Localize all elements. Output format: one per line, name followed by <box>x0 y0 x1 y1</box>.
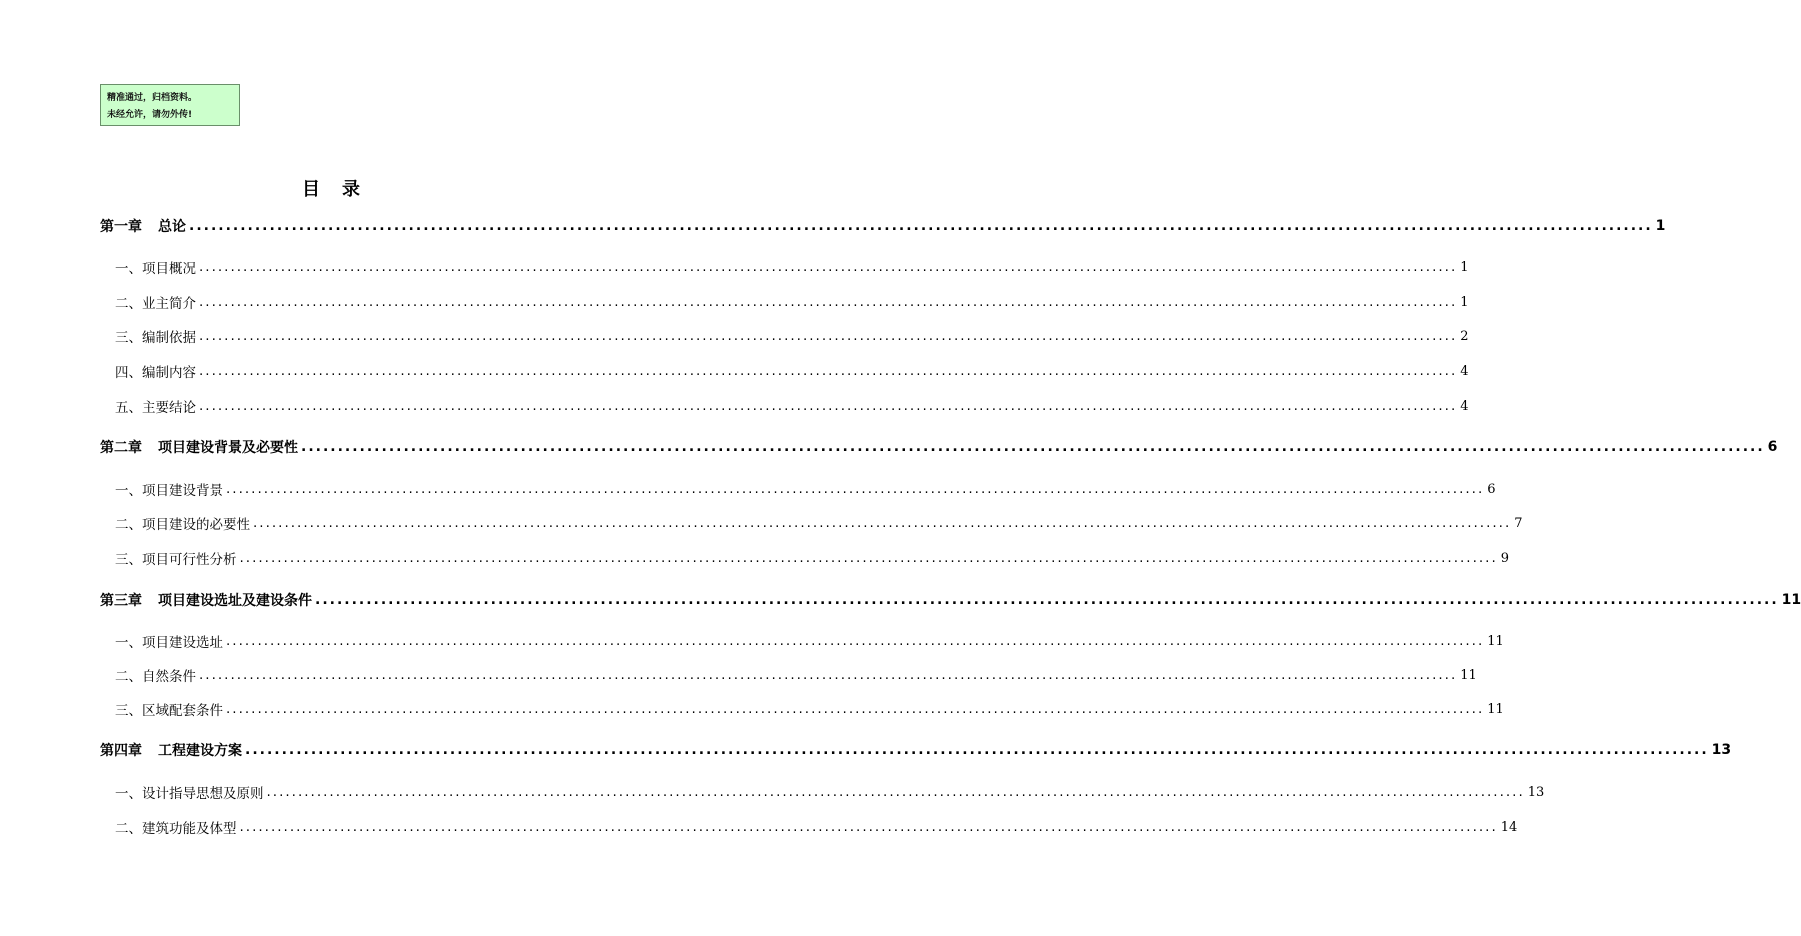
toc-page-number: 4 <box>1460 398 1469 414</box>
toc-entry-label <box>100 216 186 236</box>
toc-entry-number: 第四章 <box>100 743 142 759</box>
toc-dot-leader: ........................................................................................................................................................................................................ <box>301 439 1765 455</box>
toc-entry-title: 主要结论 <box>142 400 196 416</box>
toc-entry-title: 设计指导思想及原则 <box>142 786 264 802</box>
toc-entry-number: 第二章 <box>100 440 142 456</box>
toc-page-number: 6 <box>1767 439 1778 455</box>
toc-page-number: 13 <box>1711 742 1732 758</box>
toc-entry-label <box>100 590 312 610</box>
toc-page-number: 11 <box>1487 633 1504 649</box>
toc-entry-title: 业主简介 <box>142 296 196 312</box>
toc-section-entry[interactable] <box>0 396 1469 416</box>
toc-section-entry[interactable] <box>0 257 1469 277</box>
toc-section-entry[interactable] <box>0 817 1518 837</box>
toc-entry-number: 第三章 <box>100 593 142 609</box>
toc-entry-label <box>115 479 223 499</box>
toc-entry-label <box>115 326 196 346</box>
toc-entry-number: 三、 <box>115 552 142 568</box>
notice-line-1: 精准通过，归档资料。 <box>107 93 198 103</box>
toc-chapter-entry[interactable] <box>0 437 1778 457</box>
toc-page-number: 14 <box>1500 819 1518 835</box>
toc-entry-number: 二、 <box>115 517 142 533</box>
toc-entry-number: 一、 <box>115 483 142 499</box>
toc-entry-label <box>115 396 196 416</box>
toc-entry-label <box>115 817 237 837</box>
toc-dot-leader: ........................................................................................................................................................................................................ <box>266 784 1525 800</box>
toc-entry-number: 二、 <box>115 821 142 837</box>
toc-entry-label <box>115 292 196 312</box>
toc-section-entry[interactable] <box>0 361 1469 381</box>
toc-page-number: 6 <box>1487 481 1496 497</box>
toc-dot-leader: ........................................................................................................................................................................................................ <box>189 218 1653 234</box>
toc-dot-leader: ........................................................................................................................................................................................................ <box>315 592 1779 608</box>
toc-entry-title: 编制内容 <box>142 365 196 381</box>
toc-entry-label <box>115 548 237 568</box>
toc-page-number: 11 <box>1487 701 1504 717</box>
toc-entry-label <box>115 361 196 381</box>
toc-section-entry[interactable] <box>0 782 1545 802</box>
toc-entry-number: 二、 <box>115 296 142 312</box>
toc-dot-leader: ........................................................................................................................................................................................................ <box>226 701 1485 717</box>
toc-page-number: 13 <box>1527 784 1545 800</box>
toc-section-entry[interactable] <box>0 513 1523 533</box>
toc-section-entry[interactable] <box>0 479 1496 499</box>
toc-dot-leader: ........................................................................................................................................................................................................ <box>239 819 1498 835</box>
toc-page-number: 1 <box>1655 218 1666 234</box>
toc-dot-leader: ........................................................................................................................................................................................................ <box>253 515 1512 531</box>
toc-dot-leader: ........................................................................................................................................................................................................ <box>199 363 1458 379</box>
toc-entry-title: 总论 <box>158 219 186 235</box>
toc-entry-number: 三、 <box>115 703 142 719</box>
toc-entry-label <box>115 257 196 277</box>
toc-entry-title: 项目建设背景 <box>142 483 223 499</box>
toc-page-number: 1 <box>1460 259 1469 275</box>
toc-chapter-entry[interactable] <box>0 590 1801 610</box>
toc-title: 目录 <box>302 179 382 200</box>
toc-entry-number: 四、 <box>115 365 142 381</box>
toc-page-number: 11 <box>1781 592 1801 608</box>
toc-entry-number: 一、 <box>115 635 142 651</box>
toc-entry-title: 项目建设选址 <box>142 635 223 651</box>
toc-dot-leader: ........................................................................................................................................................................................................ <box>226 481 1485 497</box>
toc-entry-label <box>115 631 223 651</box>
notice-line-2: 未经允许，请勿外传! <box>107 110 193 120</box>
toc-page-number: 11 <box>1460 667 1477 683</box>
toc-section-entry[interactable] <box>0 665 1477 685</box>
toc-section-entry[interactable] <box>0 631 1504 651</box>
toc-page-number: 7 <box>1514 515 1523 531</box>
toc-entry-number: 二、 <box>115 669 142 685</box>
toc-entry-title: 编制依据 <box>142 330 196 346</box>
toc-dot-leader: ........................................................................................................................................................................................................ <box>199 328 1458 344</box>
toc-entry-title: 项目建设选址及建设条件 <box>158 593 312 609</box>
toc-entry-title: 项目可行性分析 <box>142 552 237 568</box>
toc-entry-title: 建筑功能及体型 <box>142 821 237 837</box>
toc-entry-title: 工程建设方案 <box>158 743 242 759</box>
toc-page-number: 1 <box>1460 294 1469 310</box>
toc-dot-leader: ........................................................................................................................................................................................................ <box>199 259 1458 275</box>
toc-entry-label <box>115 513 250 533</box>
toc-entry-label <box>100 740 242 760</box>
toc-dot-leader: ........................................................................................................................................................................................................ <box>199 398 1458 414</box>
toc-page-number: 9 <box>1500 550 1510 566</box>
toc-section-entry[interactable] <box>0 292 1469 312</box>
toc-dot-leader: ........................................................................................................................................................................................................ <box>199 294 1458 310</box>
toc-entry-label <box>115 665 196 685</box>
toc-section-entry[interactable] <box>0 548 1510 568</box>
toc-entry-label <box>100 437 298 457</box>
toc-entry-label <box>115 782 264 802</box>
toc-dot-leader: ........................................................................................................................................................................................................ <box>239 550 1498 566</box>
toc-dot-leader: ........................................................................................................................................................................................................ <box>245 742 1709 758</box>
toc-entry-title: 区域配套条件 <box>142 703 223 719</box>
toc-chapter-entry[interactable] <box>0 216 1666 236</box>
toc-dot-leader: ........................................................................................................................................................................................................ <box>226 633 1485 649</box>
toc-dot-leader: ........................................................................................................................................................................................................ <box>199 667 1458 683</box>
toc-entry-title: 项目概况 <box>142 261 196 277</box>
toc-entry-number: 第一章 <box>100 219 142 235</box>
toc-entry-number: 一、 <box>115 786 142 802</box>
toc-chapter-entry[interactable] <box>0 740 1732 760</box>
toc-entry-number: 三、 <box>115 330 142 346</box>
toc-entry-label <box>115 699 223 719</box>
toc-entry-number: 五、 <box>115 400 142 416</box>
toc-entry-title: 项目建设背景及必要性 <box>158 440 298 456</box>
toc-page-number: 2 <box>1460 328 1469 344</box>
toc-entry-title: 项目建设的必要性 <box>142 517 250 533</box>
toc-entry-number: 一、 <box>115 261 142 277</box>
toc-page-number: 4 <box>1460 363 1469 379</box>
toc-entry-title: 自然条件 <box>142 669 196 685</box>
toc-section-entry[interactable] <box>0 326 1469 346</box>
toc-section-entry[interactable] <box>0 699 1504 719</box>
